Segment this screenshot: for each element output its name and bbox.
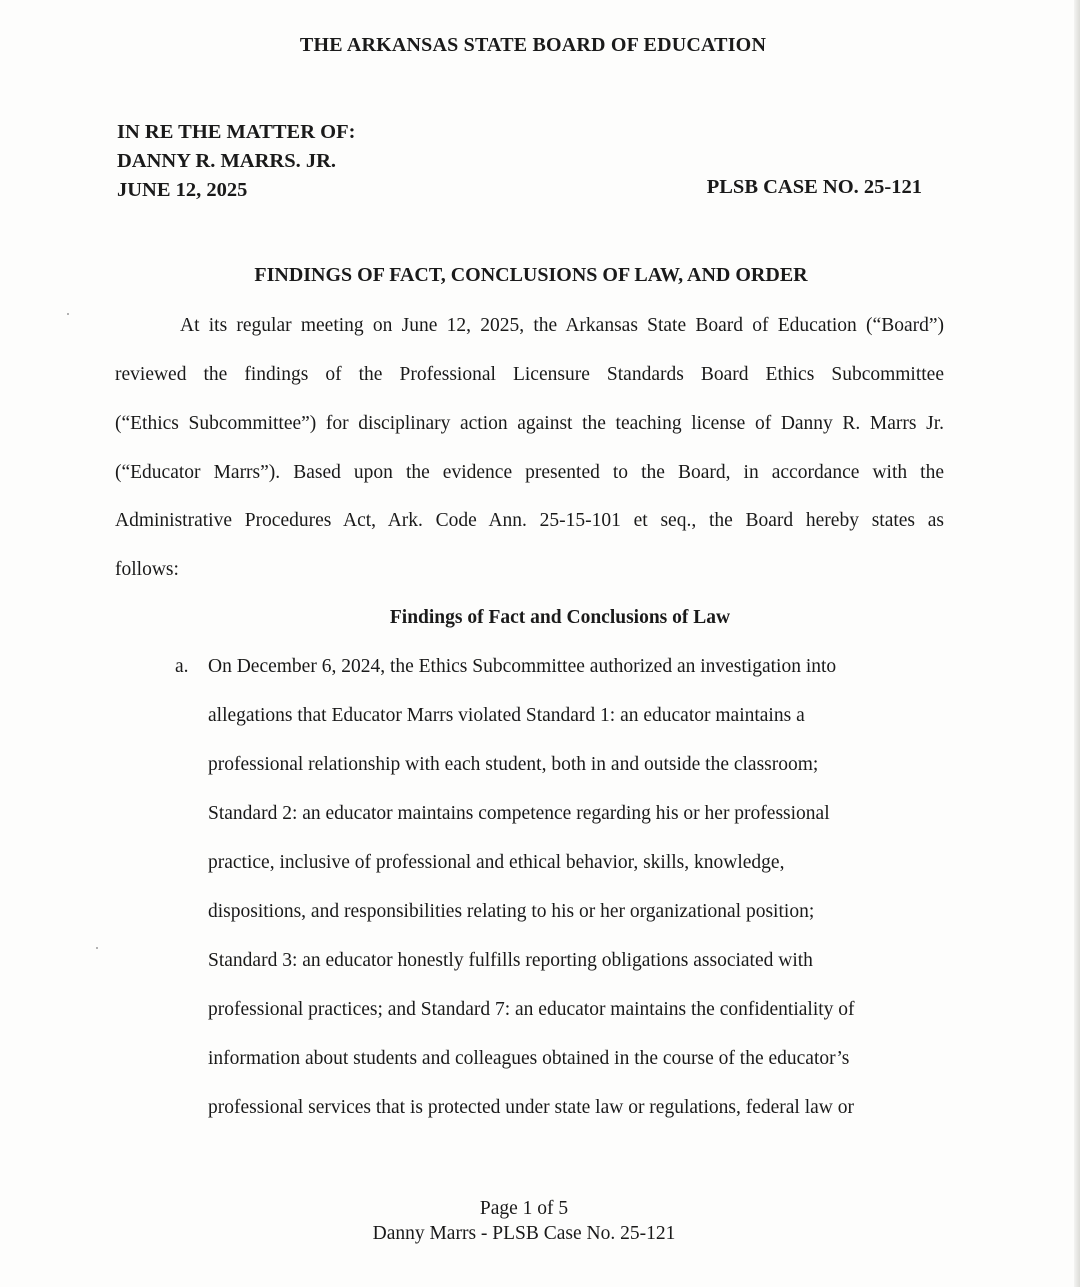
intro-line: (“Educator Marrs”). Based upon the evidence presented to the Board, in accordance with the [115, 462, 944, 483]
page-footer [0, 1196, 1048, 1246]
case-number: PLSB CASE NO. 25-121 [706, 176, 922, 198]
caption-matter-line: IN RE THE MATTER OF: [117, 121, 356, 143]
item-a-line: Standard 3: an educator honestly fulfills reporting obligations associated with [208, 950, 813, 971]
item-a-line: allegations that Educator Marrs violated Standard 1: an educator maintains a [208, 705, 805, 726]
caption-respondent-name: DANNY R. MARRS. JR. [117, 150, 337, 172]
item-a-line: Standard 2: an educator maintains competence regarding his or her professional [208, 803, 830, 824]
intro-line: Administrative Procedures Act, Ark. Code Ann. 25-15-101 et seq., the Board hereby states as [115, 510, 944, 531]
item-a-line: professional relationship with each student, both in and outside the classroom; [208, 754, 819, 775]
item-a-line: On December 6, 2024, the Ethics Subcommittee authorized an investigation into [208, 656, 837, 677]
order-heading: FINDINGS OF FACT, CONCLUSIONS OF LAW, AND ORDER [254, 264, 808, 286]
board-title: THE ARKANSAS STATE BOARD OF EDUCATION [299, 34, 767, 56]
item-letter: a. [175, 656, 189, 677]
footer-case-reference: Danny Marrs - PLSB Case No. 25-121 [372, 1223, 676, 1244]
item-a-line: professional practices; and Standard 7: an educator maintains the confidentiality of [208, 999, 855, 1020]
section-heading: Findings of Fact and Conclusions of Law [389, 607, 731, 628]
scan-edge [1074, 0, 1080, 1287]
case-caption [117, 118, 355, 205]
scan-speck [96, 947, 98, 949]
item-a-line: dispositions, and responsibilities relating to his or her organizational position; [208, 901, 815, 922]
page-number: Page 1 of 5 [479, 1198, 569, 1219]
intro-line: (“Ethics Subcommittee”) for disciplinary action against the teaching license of Danny R. Marrs Jr. [115, 413, 944, 434]
item-a-line: practice, inclusive of professional and ethical behavior, skills, knowledge, [208, 852, 785, 873]
intro-line: At its regular meeting on June 12, 2025, the Arkansas State Board of Education (“Board”) [180, 315, 944, 336]
intro-line: reviewed the findings of the Professional Licensure Standards Board Ethics Subcommittee [115, 364, 944, 385]
scan-speck [67, 313, 69, 315]
caption-date: JUNE 12, 2025 [117, 179, 248, 201]
intro-line: follows: [115, 559, 179, 580]
item-a-line: information about students and colleagues obtained in the course of the educator’s [208, 1048, 850, 1069]
item-a-line: professional services that is protected under state law or regulations, federal law or [208, 1097, 854, 1118]
